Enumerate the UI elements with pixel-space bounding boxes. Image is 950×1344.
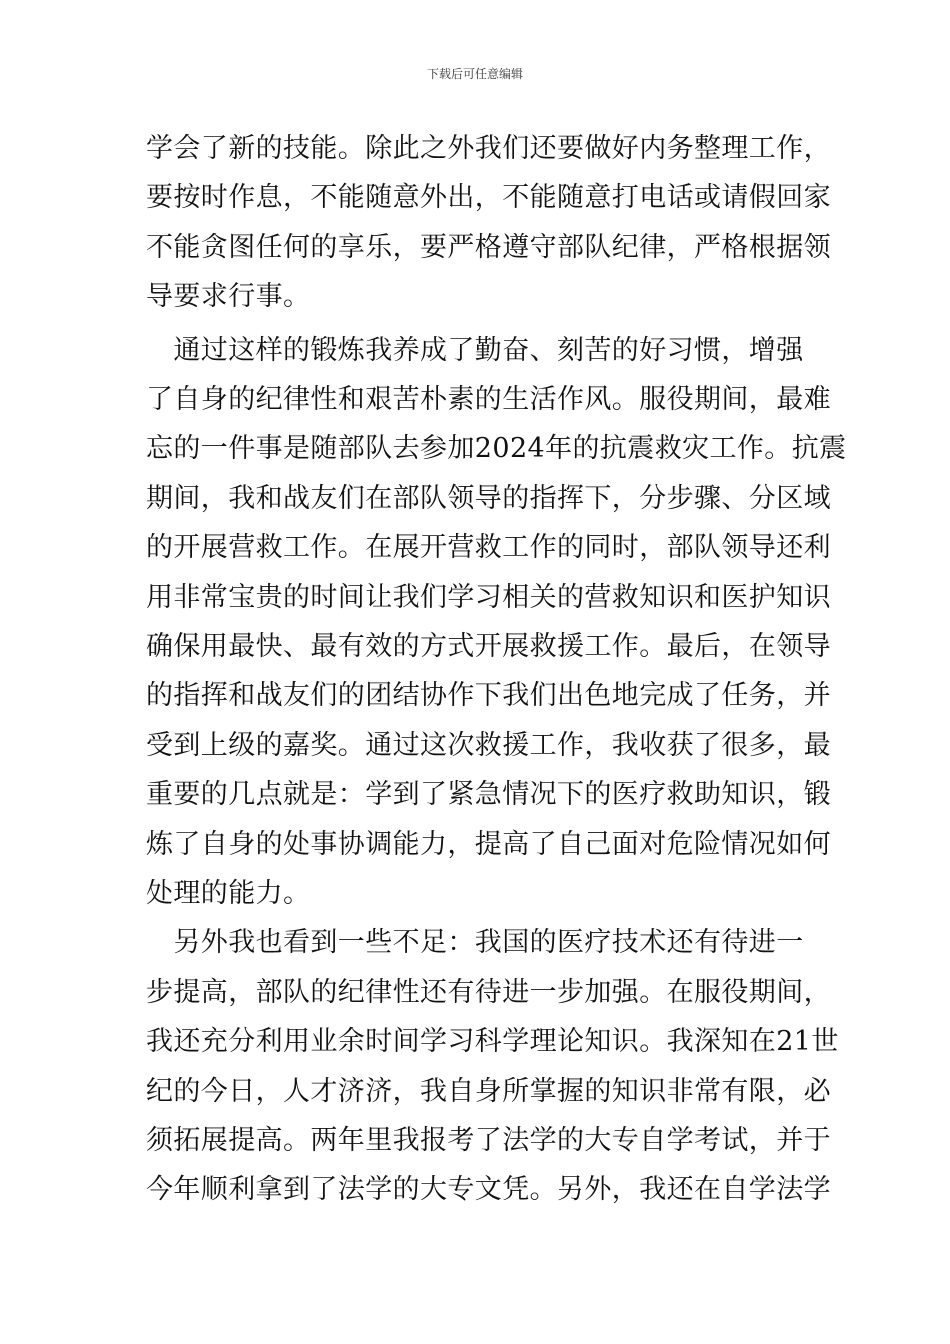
text-line: 的指挥和战友们的团结协作下我们出色地完成了任务，并	[146, 680, 831, 711]
text-line: 纪的今日，人才济济，我自身所掌握的知识非常有限，必	[146, 1076, 831, 1107]
text-line: 要按时作息，不能随意外出，不能随意打电话或请假回家	[146, 182, 831, 213]
text-line: 今年顺利拿到了法学的大专文凭。另外，我还在自学法学	[146, 1174, 831, 1205]
text-line: 通过这样的锻炼我养成了勤奋、刻苦的好习惯，增强	[146, 335, 804, 366]
page-header: 下载后可任意编辑	[426, 67, 523, 81]
text-line: 忘的一件事是随部队去参加2024年的抗震救灾工作。抗震	[146, 433, 847, 464]
text-line: 用非常宝贵的时间让我们学习相关的营救知识和医护知识	[146, 582, 831, 613]
text-line: 炼了自身的处事协调能力，提高了自己面对危险情况如何	[146, 829, 831, 860]
text-line: 的开展营救工作。在展开营救工作的同时，部队领导还利	[146, 532, 831, 563]
text-line: 确保用最快、最有效的方式开展救援工作。最后，在领导	[146, 631, 831, 662]
text-line: 我还充分利用业余时间学习科学理论知识。我深知在21世	[146, 1026, 839, 1057]
text-line: 导要求行事。	[146, 281, 311, 312]
text-line: 受到上级的嘉奖。通过这次救援工作，我收获了很多，最	[146, 730, 831, 761]
text-line: 了自身的纪律性和艰苦朴素的生活作风。服役期间，最难	[146, 384, 831, 415]
text-line: 步提高，部队的纪律性还有待进一步加强。在服役期间，	[146, 977, 831, 1008]
text-line: 另外我也看到一些不足：我国的医疗技术还有待进一	[146, 927, 804, 958]
text-line: 处理的能力。	[146, 878, 311, 909]
text-line: 期间，我和战友们在部队领导的指挥下，分步骤、分区域	[146, 483, 831, 514]
text-line: 不能贪图任何的享乐，要严格遵守部队纪律，严格根据领	[146, 232, 831, 263]
text-line: 学会了新的技能。除此之外我们还要做好内务整理工作，	[146, 133, 831, 164]
text-line: 须拓展提高。两年里我报考了法学的大专自学考试，并于	[146, 1125, 831, 1156]
text-line: 重要的几点就是：学到了紧急情况下的医疗救助知识，锻	[146, 779, 831, 810]
